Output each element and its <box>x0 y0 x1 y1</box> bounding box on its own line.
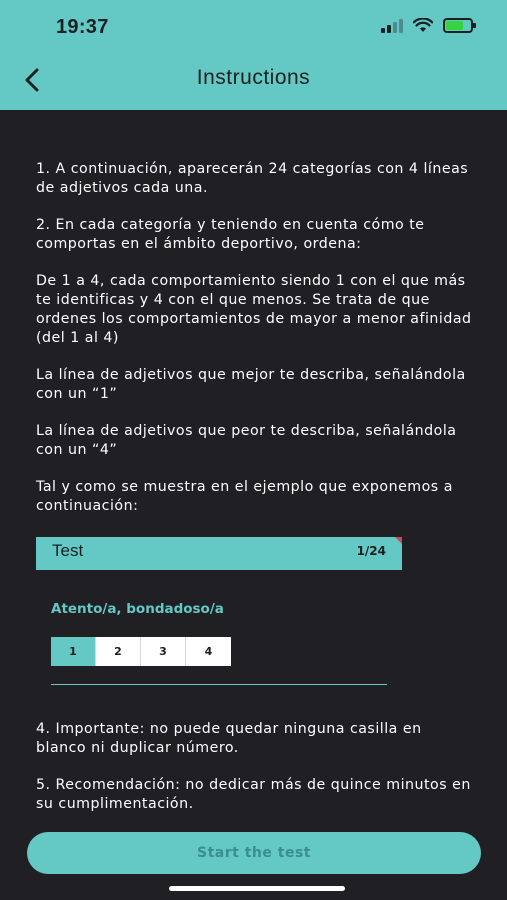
note-paragraph: 5. Recomendación: no dedicar más de quince minutos en su cumplimentación. <box>36 777 471 812</box>
battery-icon <box>443 18 473 33</box>
instructions-text <box>36 160 476 534</box>
example-title: Test <box>52 541 84 560</box>
instruction-paragraph: 1. A continuación, aparecerán 24 categorías con 4 líneas de adjetivos cada una. <box>36 161 469 196</box>
instruction-paragraph: De 1 a 4, cada comportamiento siendo 1 con el que más te identificas y 4 con el que menos. Se trata de que ordenes los comportamientos de mayor a menor afinidad (del 1 al 4) <box>36 273 472 346</box>
page-title: Instructions <box>196 66 311 89</box>
status-icons <box>381 18 473 33</box>
notes-text <box>36 720 476 832</box>
status-time: 19:37 <box>56 16 109 38</box>
instruction-paragraph: La línea de adjetivos que mejor te describa, señalándola con un “1” <box>36 367 466 402</box>
example-header <box>36 537 402 570</box>
example-card <box>36 537 402 658</box>
instruction-paragraph: Tal y como se muestra en el ejemplo que exponemos a continuación: <box>36 479 453 514</box>
corner-marker <box>395 537 402 544</box>
home-indicator[interactable] <box>169 886 345 891</box>
note-paragraph: 4. Importante: no puede quedar ninguna casilla en blanco ni duplicar número. <box>36 721 422 756</box>
divider <box>51 684 387 685</box>
start-test-button[interactable]: Start the test <box>27 832 481 874</box>
instruction-paragraph: La línea de adjetivos que peor te describa, señalándola con un “4” <box>36 423 457 458</box>
example-category: Atento/a, bondadoso/a <box>51 601 224 617</box>
wifi-icon <box>413 18 433 33</box>
rank-option-4[interactable]: 4 <box>186 637 231 666</box>
app-header <box>0 0 507 110</box>
rank-selector <box>51 637 231 666</box>
rank-option-1[interactable]: 1 <box>51 637 96 666</box>
rank-option-3[interactable]: 3 <box>141 637 186 666</box>
signal-icon <box>381 19 403 33</box>
rank-option-2[interactable]: 2 <box>96 637 141 666</box>
instruction-paragraph: 2. En cada categoría y teniendo en cuenta cómo te comportas en el ámbito deportivo, ordena: <box>36 217 425 252</box>
example-counter: 1/24 <box>356 544 386 558</box>
